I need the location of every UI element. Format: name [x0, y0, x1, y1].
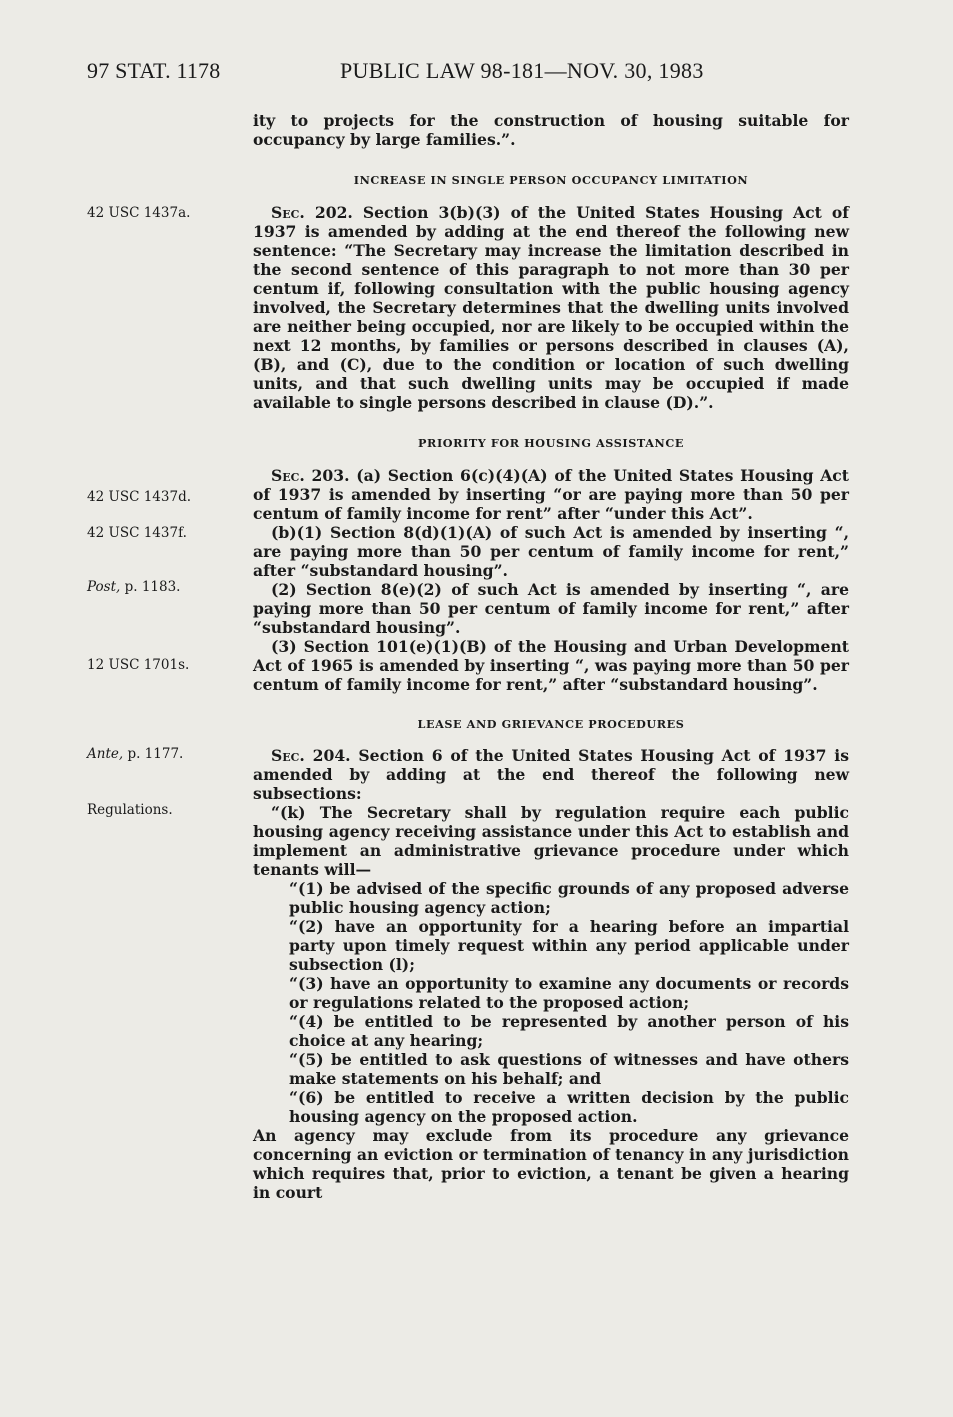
margin-note-usc-1437f: 42 USC 1437f.	[87, 525, 187, 541]
section-203	[253, 466, 849, 694]
margin-note-post-page: p. 1183.	[120, 579, 181, 595]
list-item: “(1) be advised of the specific grounds of any proposed adverse public housing agency action;	[289, 879, 849, 917]
section-203a-paragraph	[253, 466, 849, 523]
running-header	[0, 58, 953, 88]
list-item: “(4) be entitled to be represented by another person of his choice at any hearing;	[289, 1012, 849, 1050]
closing-paragraph: An agency may exclude from its procedure any grievance concerning an eviction or termination of tenancy in any jurisdiction which requires that, prior to eviction, a tenant be given a hearing in court	[253, 1126, 849, 1202]
list-item: “(6) be entitled to receive a written decision by the public housing agency on the proposed action.	[289, 1088, 849, 1126]
margin-note-post-italic: Post,	[87, 579, 121, 595]
margin-note-ante-page: p. 1177.	[123, 746, 184, 762]
margin-note-ante-ref	[87, 745, 183, 763]
subsection-k-paragraph: “(k) The Secretary shall by regulation require each public housing agency receiving assistance under this Act to establish and implement an administrative grievance procedure under which tenants will—	[253, 803, 849, 879]
section-204-text: 204. Section 6 of the United States Housing Act of 1937 is amended by adding at the end thereof the following new subsections:	[253, 746, 849, 803]
margin-note-regulations: Regulations.	[87, 802, 173, 818]
margin-note-post-ref	[87, 578, 180, 596]
margin-note-usc-1701s: 12 USC 1701s.	[87, 657, 190, 673]
section-203b3-paragraph: (3) Section 101(e)(1)(B) of the Housing and Urban Development Act of 1965 is amended by inserting “, was paying more than 50 per centum of family income for rent,” after “substandard housing”.	[253, 637, 849, 694]
section-203b2-paragraph: (2) Section 8(e)(2) of such Act is amended by inserting “, are paying more than 50 per centum of family income for rent,” after “substandard housing”.	[253, 580, 849, 637]
section-202-paragraph	[253, 203, 849, 412]
continuation-paragraph	[253, 111, 849, 149]
section-204-label: Sec.	[271, 746, 305, 765]
section-204-paragraph	[253, 746, 849, 803]
section-203a-text: 203. (a) Section 6(c)(4)(A) of the United States Housing Act of 1937 is amended by inserting “or are paying more than 50 per centum of family income for rent” after “under this Act”.	[253, 466, 849, 523]
section-heading-priority: PRIORITY FOR HOUSING ASSISTANCE	[418, 436, 684, 450]
section-202-label: Sec.	[271, 203, 305, 222]
margin-note-ante-italic: Ante,	[87, 746, 124, 762]
section-202	[253, 203, 849, 412]
section-203-label: Sec.	[271, 466, 305, 485]
section-204	[253, 746, 849, 1202]
margin-note-usc-1437d: 42 USC 1437d.	[87, 489, 192, 505]
public-law-title: PUBLIC LAW 98-181—NOV. 30, 1983	[340, 58, 704, 83]
section-heading-single-person: INCREASE IN SINGLE PERSON OCCUPANCY LIMITATION	[353, 173, 749, 187]
intro-text: ity to projects for the construction of housing suitable for occupancy by large families.”.	[253, 111, 849, 149]
statute-page-number: 97 STAT. 1178	[87, 58, 221, 83]
list-item: “(5) be entitled to ask questions of witnesses and have others make statements on his behalf; and	[289, 1050, 849, 1088]
list-item: “(2) have an opportunity for a hearing before an impartial party upon timely request within any period applicable under subsection (l);	[289, 917, 849, 974]
margin-note-usc-1437a: 42 USC 1437a.	[87, 205, 191, 221]
section-202-text: 202. Section 3(b)(3) of the United States Housing Act of 1937 is amended by adding at the end thereof the following new sentence: “The Secretary may increase the limitation described in the second sentence of this paragraph to not more than 30 per centum if, following consultation with the public housing agency involved, the Secretary determines that the dwelling units involved are neither being occupied, nor are likely to be occupied within the next 12 months, by families or persons described in clauses (A), (B), and (C), due to the condition or location of such dwelling units, and that such dwelling units may be occupied if made available to single persons described in clause (D).”.	[253, 203, 849, 412]
section-203b1-paragraph: (b)(1) Section 8(d)(1)(A) of such Act is amended by inserting “, are paying more than 50 per centum of family income for rent,” after “substandard housing”.	[253, 523, 849, 580]
list-item: “(3) have an opportunity to examine any documents or records or regulations related to the proposed action;	[289, 974, 849, 1012]
section-heading-lease: LEASE AND GRIEVANCE PROCEDURES	[417, 717, 685, 731]
